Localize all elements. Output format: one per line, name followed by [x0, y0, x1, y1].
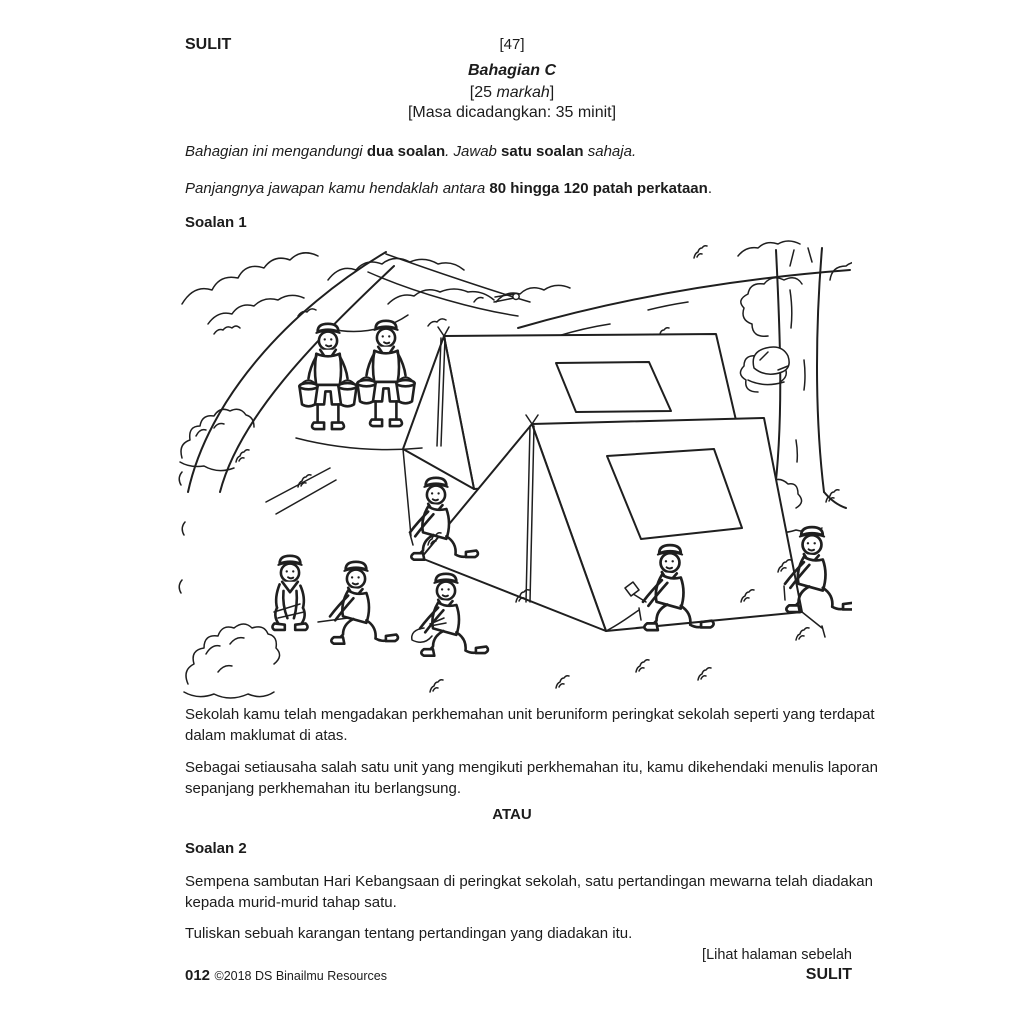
paper-code: 012 — [185, 967, 211, 984]
instruction-line-1 — [185, 141, 885, 162]
question1-para2: Sebagai setiausaha salah satu unit yang mengikuti perkhemahan itu, kamu dikehendaki menulis laporan sepanjang perkhemahan itu berlangsung. — [185, 759, 878, 797]
instr2-bold: 80 hingga 120 patah perkataan — [489, 180, 708, 197]
marks-open: [25 — [469, 84, 497, 101]
instr1-seg: Jawab — [453, 143, 502, 160]
instr1-bold: satu soalan — [501, 143, 584, 160]
confidential-label-top: SULIT — [185, 36, 232, 53]
instr1-bold: dua soalan — [366, 143, 446, 160]
copyright-text: ©2018 DS Binailmu Resources — [214, 969, 387, 983]
instruction-line-2 — [185, 178, 885, 199]
confidential-label-bottom: SULIT — [805, 966, 852, 983]
instr2-seg: . — [707, 180, 712, 197]
instr1-seg: sahaja. — [583, 143, 637, 160]
page-number: [47] — [499, 36, 525, 53]
bushes — [180, 409, 336, 698]
question2-para1: Sempena sambutan Hari Kebangsaan di peringkat sekolah, satu pertandingan mewarna telah diadakan kepada murid-murid tahap satu. — [185, 873, 873, 911]
hill-line — [494, 246, 850, 340]
section-title: Bahagian C — [467, 62, 556, 79]
question2-para2: Tuliskan sebuah karangan tentang pertandingan yang diadakan itu. — [185, 925, 633, 942]
question1-para1: Sekolah kamu telah mengadakan perkhemahan unit beruniform peringkat sekolah seperti yang terdapat dalam maklumat di atas. — [185, 706, 875, 744]
instr1-seg: Bahagian ini mengandungi — [185, 143, 367, 160]
tree-canopy — [182, 253, 570, 334]
question2-label: Soalan 2 — [185, 840, 247, 857]
marks-close: ] — [549, 84, 555, 101]
question1-label: Soalan 1 — [185, 214, 247, 231]
footer-imprint — [185, 967, 387, 985]
time-note: [Masa dicadangkan: 35 minit] — [407, 104, 617, 121]
or-divider: ATAU — [492, 806, 532, 823]
instr2-seg: Panjangnya jawapan kamu hendaklah antara — [185, 180, 490, 197]
continue-note: [Lihat halaman sebelah — [702, 947, 852, 963]
scout-carrying-buckets — [296, 321, 422, 450]
marks-note — [0, 84, 1024, 102]
marks-word: markah — [496, 84, 550, 101]
instr1-seg: . — [445, 143, 454, 160]
camp-illustration — [178, 240, 852, 702]
